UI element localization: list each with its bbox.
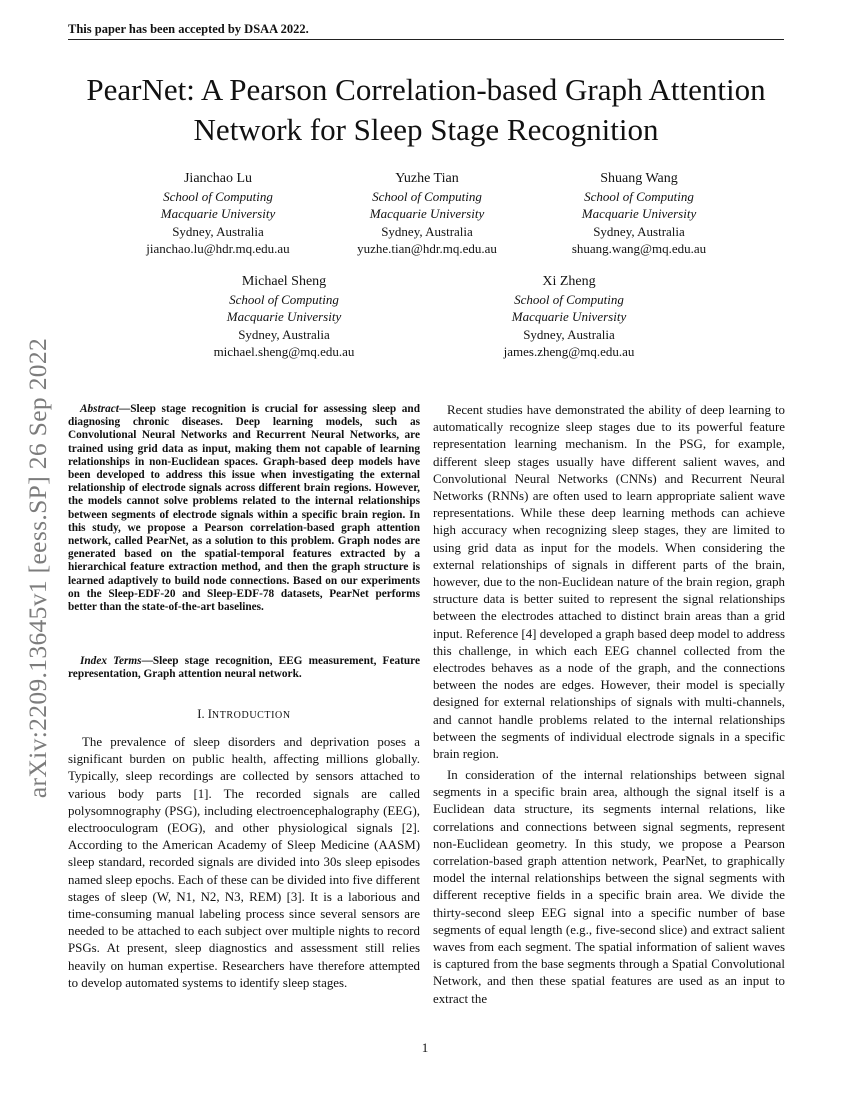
author-name: Xi Zheng xyxy=(542,274,596,289)
author-university: Macquarie University xyxy=(581,206,697,222)
author-name: Jianchao Lu xyxy=(183,171,253,186)
author-email: jianchao.lu@hdr.mq.edu.au xyxy=(146,240,290,256)
author-location: Sydney, Australia xyxy=(172,223,264,239)
section-number: I. xyxy=(197,707,205,721)
author-email: yuzhe.tian@hdr.mq.edu.au xyxy=(357,240,497,256)
author-university: Macquarie University xyxy=(511,309,627,325)
abstract-label: Abstract xyxy=(80,403,119,415)
author-university: Macquarie University xyxy=(160,206,276,222)
body-paragraph-right-1: Recent studies have demonstrated the ability of deep learning to automatically recognize sleep stages due to its powerful feature representation learning mechanism. In the PSG, for example, different sleep stages usually have different salient waves, and Convolutional Neural Networks (CNNs) and Recurrent Neural Networks (RNNs) are often used to learn appropriate salient wave representations. While these deep learning methods can achieve high accuracy when recognizing sleep stages, they are limited to using grid data as input for the models. When considering the external relationships of signals in different parts of the brain, however, due to the non-Euclidean nature of the brain region, graph structure data is better suited to represent the signal relationships between the electrodes attached to distinct brain areas than a grid input. Reference [4] developed a graph based deep model to address this challenge, in which each EEG channel collected from the electrodes behaves as a node of the graph, and the connections between the nodes are edges. However, their model is specially designed for external relationships of signals with multi-channels, and cannot handle problems related to the internal relationships between the segments of individual electrode signals in a specific brain region. xyxy=(433,403,785,762)
index-terms-label: Index Terms xyxy=(80,655,142,667)
author-university: Macquarie University xyxy=(226,309,342,325)
body-paragraph-left: The prevalence of sleep disorders and deprivation poses a significant burden on public health, affecting millions globally. Typically, sleep recordings are collected by sensors attached to various body parts [1]. The recorded signals are called polysomnography (PSG), including electroencephalography (EEG), electrooculogram (EOG), and other physiological signals [2]. According to the American Academy of Sleep Medicine (AASM) sleep standard, recorded signals are divided into 30s sleep episodes named sleep epochs. Each of these can be divided into five different stages of sleep (W, N1, N2, N3, REM) [3]. It is a laborious and time-consuming manual labeling process since several sensors are needed to be attached to each subject over multiple nights to record PSGs. At present, sleep diagnostics and assessment still relies heavily on human expertise. Researchers have therefore attempted to develop automated systems to identify sleep stages. xyxy=(68,735,420,990)
author-location: Sydney, Australia xyxy=(381,223,473,239)
author-block xyxy=(98,170,338,257)
index-terms xyxy=(68,655,420,681)
author-location: Sydney, Australia xyxy=(238,326,330,342)
author-block xyxy=(519,170,759,257)
author-name: Michael Sheng xyxy=(241,274,327,289)
section-heading xyxy=(68,707,420,722)
section-initial: I xyxy=(207,707,212,721)
author-location: Sydney, Australia xyxy=(523,326,615,342)
author-school: School of Computing xyxy=(514,292,624,307)
index-terms-text: —Sleep stage recognition, EEG measurement, Feature representation, Graph attention neural network. xyxy=(68,655,420,681)
author-location: Sydney, Australia xyxy=(593,223,685,239)
body-paragraph-right-2: In consideration of the internal relationships between signal segments in a specific brain area, although the signal itself is a Euclidean data structure, its segments internal relations, like correlations and connections between signal segments, represent non-Euclidean geometry. In this study, we propose a Pearson correlation-based graph attention network, PearNet, to graphically model the internal relationships between the signal segments with different receptive fields in a specific brain area. We divide the thirty-second sleep EEG signal into a specific number of base segments of equal length (e.g., five-second slice) and extract salient waves from each segment. The spatial information of salient waves is captured from the base segments through a Spatial Convolutional Network, and then these spatial features are used as an input to extract the xyxy=(433,768,785,1006)
author-university: Macquarie University xyxy=(369,206,485,222)
author-email: michael.sheng@mq.edu.au xyxy=(213,343,355,359)
author-name: Shuang Wang xyxy=(600,171,678,186)
author-email: james.zheng@mq.edu.au xyxy=(503,343,635,359)
abstract xyxy=(68,403,420,614)
author-block xyxy=(307,170,547,257)
author-school: School of Computing xyxy=(584,189,694,204)
paper-title: PearNet: A Pearson Correlation-based Graph Attention Network for Sleep Stage Recognition xyxy=(86,72,766,147)
author-school: School of Computing xyxy=(163,189,273,204)
author-email: shuang.wang@mq.edu.au xyxy=(571,240,707,256)
arxiv-identifier: arXiv:2209.13645v1 [eess.SP] 26 Sep 2022 xyxy=(23,337,52,799)
page-number: 1 xyxy=(421,1040,429,1055)
author-name: Yuzhe Tian xyxy=(395,171,459,186)
author-block xyxy=(449,273,689,360)
author-school: School of Computing xyxy=(229,292,339,307)
section-title-rest: NTRODUCTION xyxy=(211,710,291,721)
abstract-text: —Sleep stage recognition is crucial for assessing sleep and diagnosing chronic diseases. Deep learning models, such as Convolutional Neural Networks and Recurrent Neural Networks, are trained using grid data as input, making them not capable of learning relationships in non-Euclidean spaces. Graph-based deep models have been developed to address this issue when investigating the external relationship of electrode signals across different brain regions. However, the models cannot solve problems related to the internal relationships between segments of electrode signals within a specific brain region. In this study, we propose a Pearson correlation-based graph attention network, called PearNet, as a solution to this problem. Graph nodes are generated based on the spatial-temporal features extracted by a hierarchical feature extraction method, and then the graph structure is learned adaptively to build node connections. Based on our experiments on the Sleep-EDF-20 and Sleep-EDF-78 datasets, PearNet performs better than the state-of-the-art baselines. xyxy=(68,403,420,614)
acceptance-notice: This paper has been accepted by DSAA 2022. xyxy=(68,22,309,36)
author-block xyxy=(164,273,404,360)
author-school: School of Computing xyxy=(372,189,482,204)
header-rule xyxy=(68,39,784,40)
